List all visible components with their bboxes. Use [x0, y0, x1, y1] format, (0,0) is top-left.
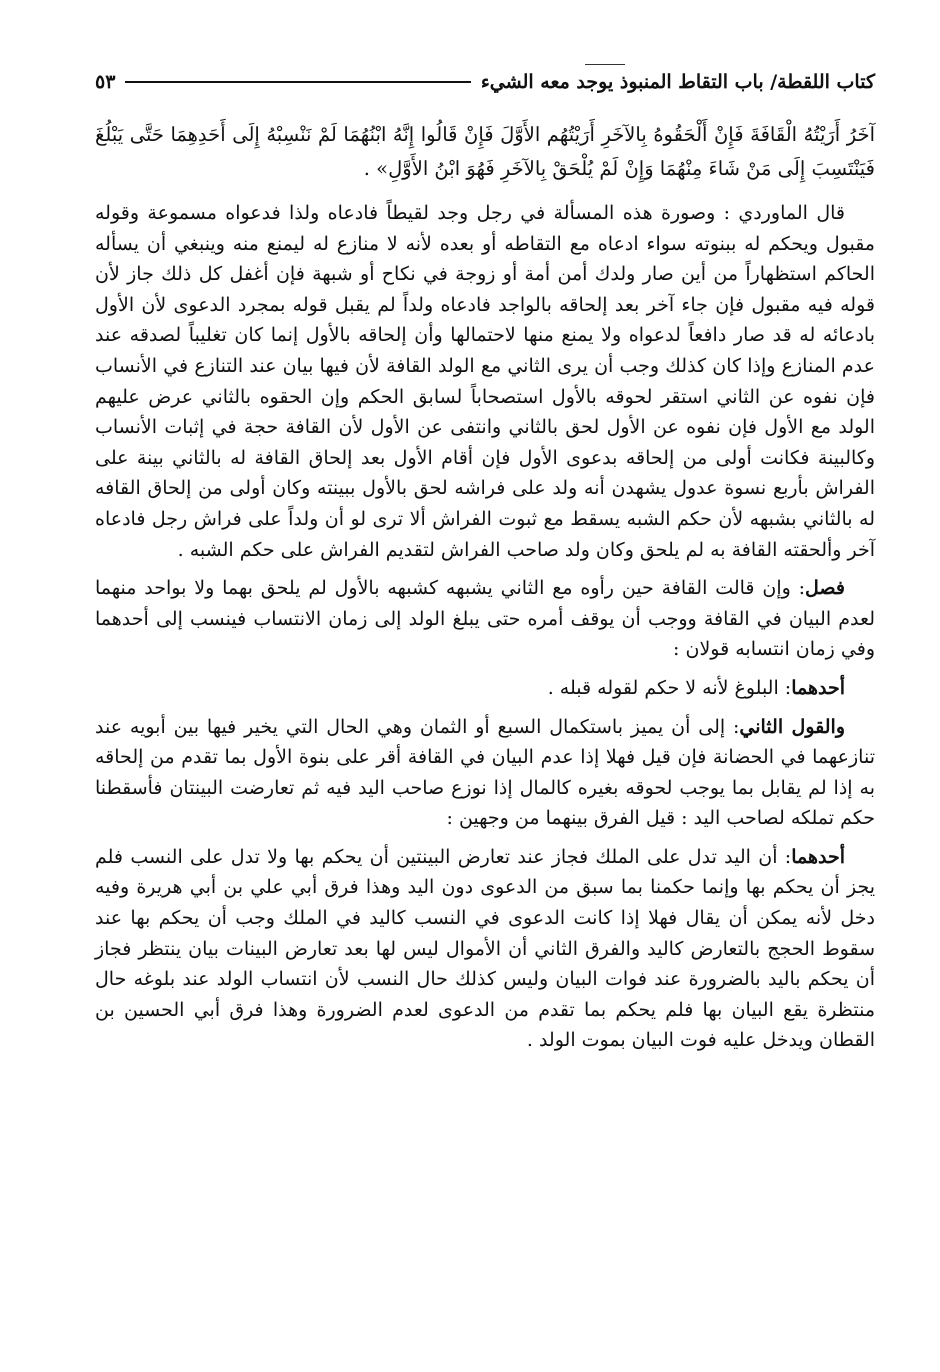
- paragraph-first-opinion-lead: أحدهما: [791, 676, 845, 699]
- paragraph-first-difference-text: : أن اليد تدل على الملك فجاز عند تعارض البينتين أن يحكم بها ولا تدل على النسب فلم يجز أن يحكم بها وإنما حكمنا بما سبق من الدعوى دون اليد وهذا فرق أبي علي بن أبي هريرة وفيه دخل لأنه يمكن أن يقال فهلا إذا كانت الدعوى في النسب كاليد في الملك وجب أن يحكم بها عند سقوط الحجج بالتعارض كاليد والفرق الثاني أن الأموال ليس لها بعد تعارض البينات بيان ينتظر فجاز أن يحكم باليد بالضرورة عند فوات البيان وليس كذلك حال النسب لأن انتساب الولد عند بلوغه حال منتظرة يقع البيان بها فلم يحكم بما تقدم من الدعوى لعدم الضرورة وهذا فرق أبي الحسين بن القطان ويدخل عليه فوت البيان بموت الولد .: [95, 845, 875, 1052]
- paragraph-second-opinion-lead: والقول الثاني: [739, 715, 845, 738]
- hadith-text: [95, 118, 875, 186]
- running-header-title: كتاب اللقطة/ باب التقاط المنبوذ يوجد معه الشيء: [480, 71, 875, 93]
- paragraph-first-opinion-text: : البلوغ لأنه لا حكم لقوله قبله .: [547, 676, 792, 699]
- page-number: ٥٣: [95, 71, 116, 93]
- paragraph-first-difference: [95, 842, 875, 1056]
- paragraph-fasl-text: : وإن قالت القافة حين رأوه مع الثاني يشبهه كشبهه بالأول لم يلحق بهما ولا بواحد منهما لعدم البيان في القافة ووجب أن يوقف أمره حتى يبلغ الولد إلى زمان الانتساب فينسب إلى أحدهما وفي زمان انتسابه قولان :: [95, 577, 875, 661]
- hadith-text-body: آخَرُ أَرَيْتُهُ الْقَافَةَ فَإِنْ أَلْحَقُوهُ بِالآخَرِ أَرَيْتُهُم الأَوَّلَ فَإِنْ قَالُوا إِنَّهُ ابْنُهُمَا لَمْ نَنْسِبْهُ إِلَى أَحَدِهِمَا حَتَّى يَبْلُغَ فَيَنْتَسِبَ إِلَى مَنْ شَاءَ مِنْهُمَا وَإِنْ لَمْ يُلْحَقْ بِالآخَرِ فَهُوَ ابْنُ الأَوَّلِ» .: [95, 123, 875, 180]
- header-ornament: [585, 64, 625, 65]
- running-header: [95, 62, 875, 102]
- paragraph-first-difference-lead: أحدهما: [791, 845, 845, 868]
- paragraph-first-opinion: [95, 673, 875, 704]
- document-page: [95, 62, 875, 1056]
- paragraph-fasl: [95, 573, 875, 665]
- paragraph-mawardi-text: قال الماوردي : وصورة هذه المسألة في رجل وجد لقيطاً فادعاه ولذا فدعواه مسموعة وقوله مقبول ويحكم له ببنوته سواء ادعاه مع التقاطه أو بعده لأنه لا منازع له ليمنع منه وينبغي أن يسأله الحاكم استظهاراً من أين صار ولدك أمن أمة أو زوجة في نكاح أو شبهة فإن أغفل كل ذلك جاز لأن قوله فيه مقبول فإن جاء آخر بعد إلحاقه بالواجد فادعاه ولداً لم يقبل قوله بمجرد الدعوى لأن الأول بادعائه له قد صار دافعاً لدعواه ولا يمنع منها لاحتمالها وأن إلحاقه بالأول إنما كان تغليباً لصدقه عند عدم المنازع وإذا كان كذلك وجب أن يرى الثاني مع الولد القافة لأن فيها بيان عند التنازع في الأنساب فإن نفوه عن الثاني استقر لحوقه بالأول استصحاباً لسابق الحكم وإن الحقوه بالثاني عرض عليهم الولد مع الأول فإن نفوه عن الأول لحق بالثاني وانتفى عن الأول لأن القافة حجة في إثبات الأنساب وكالبينة فكانت أولى من إلحاقه بدعوى الأول فإن أقام الأول بعد إلحاق القافة له بالثاني بينة على الفراش بأربع نسوة عدول يشهدن أنه ولد على فراشه لحق بالأول ببينته وكان أولى من إلحاق القافه له بالثاني بشبهه لأن حكم الشبه يسقط مع ثبوت الفراش ألا ترى لو أن ولداً على فراش رجل فادعاه آخر وألحقته القافة به لم يلحق وكان ولد صاحب الفراش لتقديم الفراش على حكم الشبه .: [95, 202, 875, 561]
- paragraph-second-opinion-text: : إلى أن يميز باستكمال السبع أو الثمان وهي الحال التي يخير فيها بين أبويه عند تنازعهما في الحضانة فإن قيل فهلا إذا عدم البيان في القافة أقر على بنوة الأول بما تقدم من إلحاقه به إذا لم يقابل بما يوجب لحوقه بغيره كالمال إذا نوزع صاحب اليد فيه ثم تعارضت البينتان فأسقطنا حكم تملكه لصاحب اليد : قيل الفرق بينهما من وجهين :: [95, 715, 875, 830]
- paragraph-second-opinion: [95, 712, 875, 834]
- header-rule: [125, 81, 470, 83]
- paragraph-mawardi: [95, 198, 875, 565]
- paragraph-fasl-lead: فصل: [805, 577, 845, 600]
